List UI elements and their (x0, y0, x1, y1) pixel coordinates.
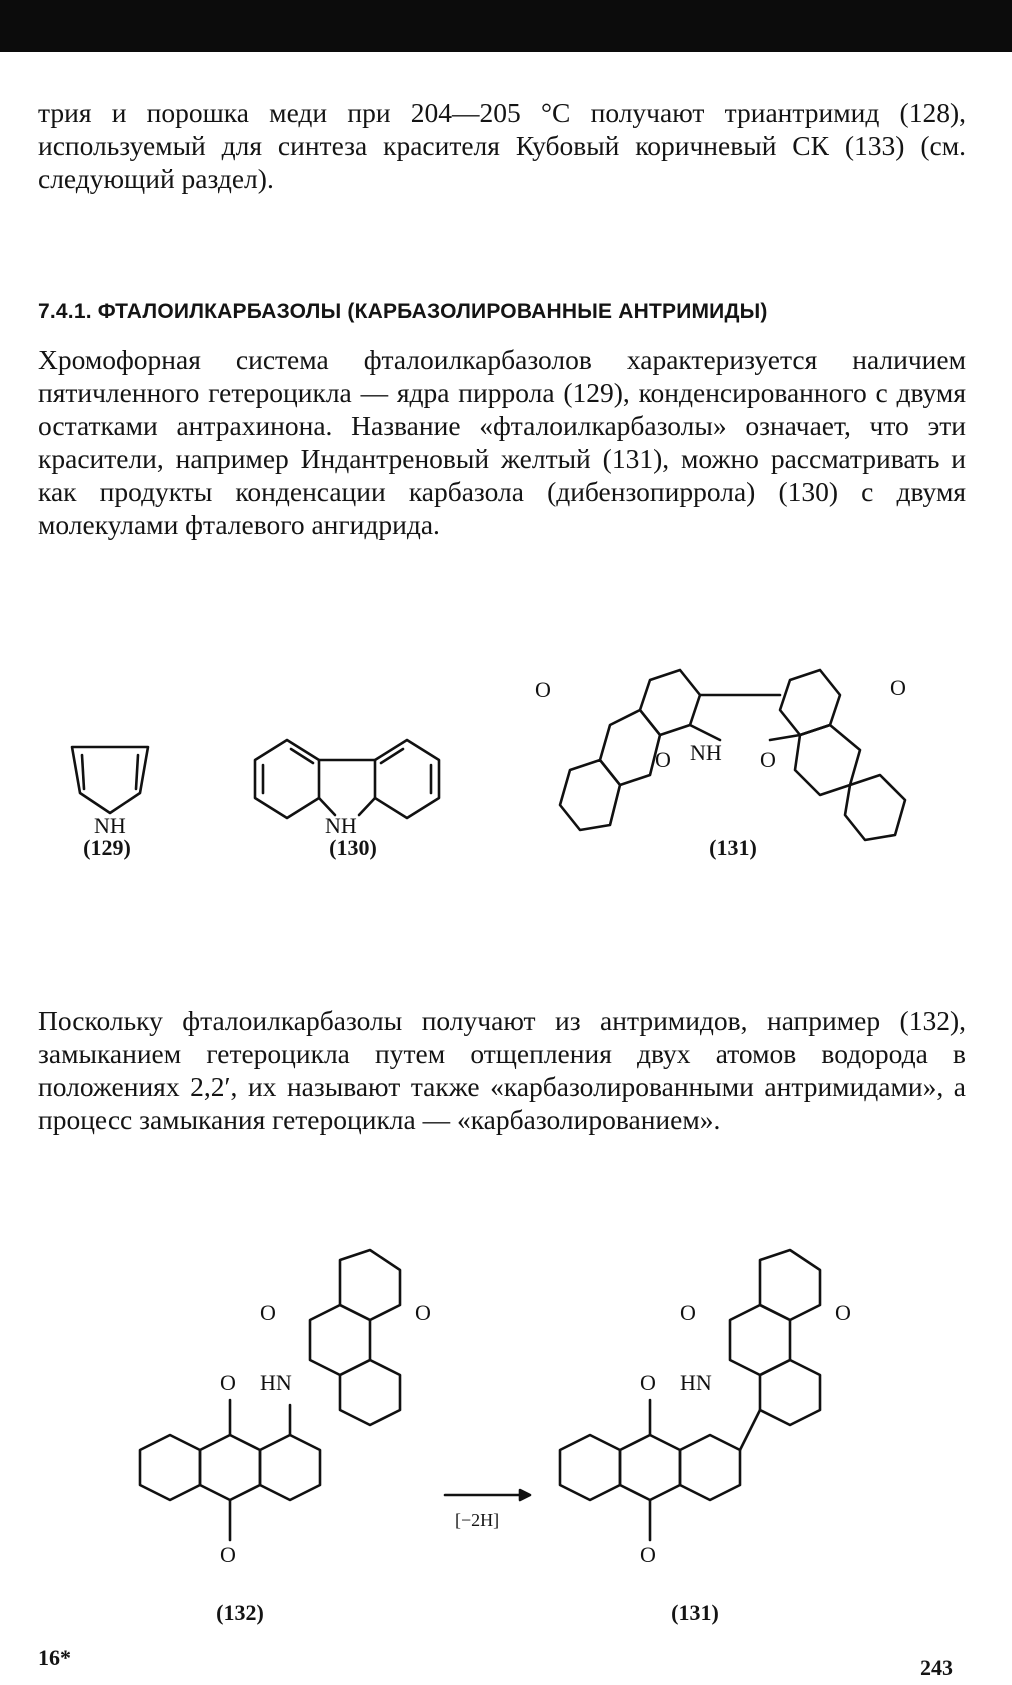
paragraph-carbazolation: Поскольку фталоилкарбазолы получают из антримидов, например (132), замыканием гетероцикла путем отщепления двух атомов водорода в положениях 2,2′, их называют также «карбазолированными антримидами», а процесс замыкания гетероцикла — «карбазолированием». (38, 1005, 966, 1135)
atom-o: O (640, 1370, 656, 1395)
atom-o: O (655, 747, 671, 772)
atom-nh: NH (325, 813, 357, 838)
structure-131-product (530, 1250, 890, 1620)
label-131: (131) (709, 835, 757, 860)
atom-o: O (640, 1542, 656, 1567)
label-129: (129) (83, 835, 131, 860)
paragraph-intro: трия и порошка меди при 204—205 °С получают триантримид (128), используемый для синтеза красителя Кубовый коричневый СК (133) (см. следующий раздел). (38, 97, 966, 194)
scan-top-bar (0, 0, 1012, 52)
atom-o: O (415, 1300, 431, 1325)
atom-nh: NH (690, 740, 722, 765)
label-131-product: (131) (671, 1600, 719, 1625)
atom-o: O (535, 677, 551, 702)
atom-hn: HN (260, 1370, 292, 1395)
structure-130-carbazole (235, 725, 465, 838)
section-heading: 7.4.1. ФТАЛОИЛКАРБАЗОЛЫ (КАРБАЗОЛИРОВАННЫЕ АНТРИМИДЫ) (38, 300, 768, 323)
atom-o: O (890, 675, 906, 700)
atom-o: O (760, 747, 776, 772)
atom-o: O (680, 1300, 696, 1325)
paragraph-chromophore: Хромофорная система фталоилкарбазолов характеризуется наличием пятичленного гетероцикла — ядра пиррола (129), конденсированного с двумя остатками антрахинона. Название «фталоилкарбазолы» означает, что эти красители, например Индантреновый желтый (131), можно рассматривать и как продукты конденсации карбазола (дибензопиррола) (130) с двумя молекулами фталевого ангидрида. (38, 344, 966, 540)
reaction-reagent: [−2H] (455, 1510, 500, 1530)
reaction-arrow (440, 1480, 530, 1510)
atom-o: O (220, 1370, 236, 1395)
atom-nh: NH (94, 813, 126, 838)
atom-o: O (220, 1542, 236, 1567)
structure-129-pyrrole (60, 735, 170, 838)
atom-o: O (260, 1300, 276, 1325)
structure-132-anthrimide (110, 1250, 470, 1620)
footer-signature: 16* (38, 1645, 71, 1670)
atom-hn: HN (680, 1370, 712, 1395)
label-132: (132) (216, 1600, 264, 1625)
atom-o: O (835, 1300, 851, 1325)
page-number: 243 (920, 1655, 953, 1680)
label-130: (130) (329, 835, 377, 860)
